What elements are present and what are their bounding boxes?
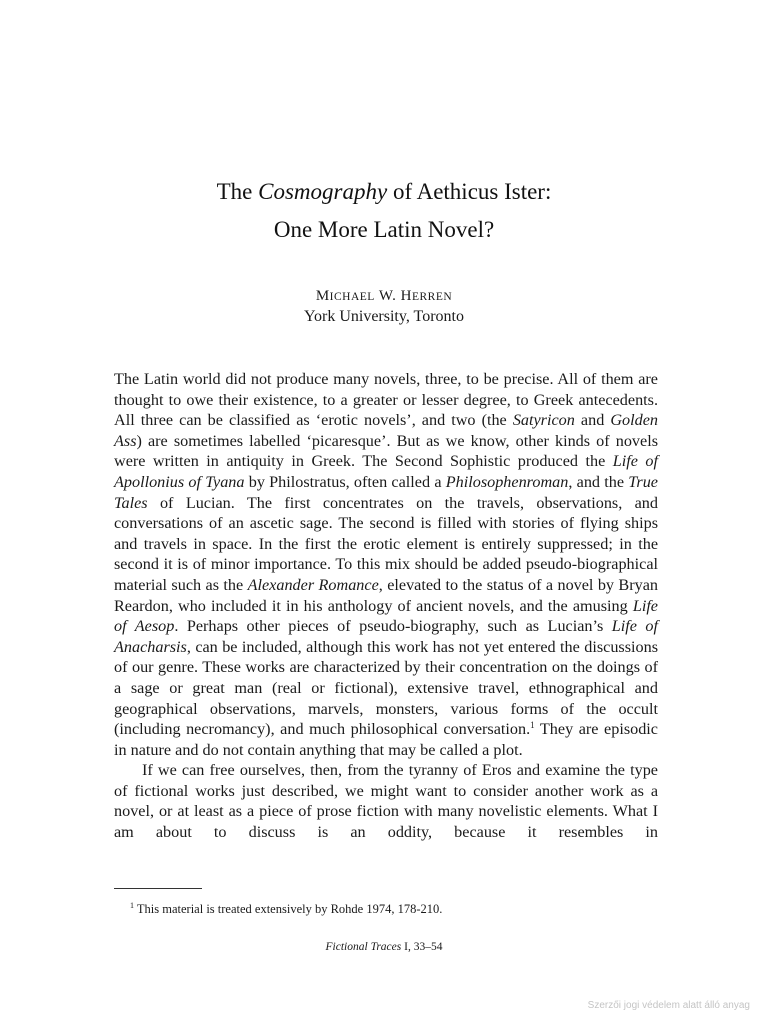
footnote-1 [130,901,650,917]
running-footer [0,940,768,954]
paragraph-1: The Latin world did not produce many novels, three, to be precise. All of them are thought to owe their existence, to a greater or lesser degree, to Greek antecedents. All three can be classified as ‘erotic novels’, and two (the Satyricon and Golden Ass) are sometimes labelled ‘picaresque’. But as we know, other kinds of novels were written in antiquity in Greek. The Second Sophistic produced the Life of Apollonius of Tyana by Philostratus, often called a Philosophenroman, and the True Tales of Lucian. The first concentrates on the travels, observations, and conversations of an ascetic sage. The second is filled with stories of flying ships and travels in space. In the first the erotic element is entirely suppressed; in the second it is of minor importance. To this mix should be added pseudo-biographical material such as the Alexander Romance, elevated to the status of a novel by Bryan Reardon, who included it in his anthology of ancient novels, and the amusing Life of Aesop. Perhaps other pieces of pseudo-biography, such as Lucian’s Life of Anacharsis, can be included, although this work has not yet entered the discussions of our genre. These works are characterized by their concentration on the doings of a sage or great man (real or fictional), extensive travel, ethnographical and geographical observations, marvels, monsters, various forms of the occult (including necromancy), and much philosophical conversation.$^1$ They are episodic in nature and do not contain anything that may be called a plot. [114,370,659,759]
footnote-divider [114,888,202,889]
footnote-text: This material is treated extensively by Rohde 1974, 178-210. [134,902,443,916]
article-title-line-2: One More Latin Novel? [273,217,495,242]
italic-term: Philosophenroman [445,472,569,491]
italic-title: Golden Ass [114,411,659,450]
journal-pages: I, 33–54 [401,941,443,953]
italic-title: True Tales [114,472,658,512]
italic-title: Life of Anacharsis [114,617,659,656]
footnote-number: 1 [130,901,134,910]
author-affiliation: York University, Toronto [304,308,464,325]
italic-title: Life of Apollonius of Tyana [114,452,658,491]
footnote-marker[interactable]: 1 [530,720,535,731]
paragraph-2: If we can free ourselves, then, from the tyranny of Eros and examine the type of fictional works just described, we might want to consider another work as a novel, or at least as a piece of prose fiction with many novelistic elements. What I am about to discuss is an oddity, because it resembles in [114,761,658,842]
copyright-watermark: Szerzői jogi védelem alatt álló anyag [587,1000,750,1011]
article-body [114,369,658,843]
title-italic-cosmography: Cosmography [258,179,388,204]
journal-title: Fictional Traces [325,941,402,953]
italic-title: Satyricon [512,411,575,430]
italic-title: Alexander Romance [247,575,379,594]
title-text: of Aethicus Ister: [387,179,552,204]
italic-title: Life of Aesop [114,596,658,636]
article-title-line-1 [0,178,768,206]
title-text: The [216,179,259,204]
author-name: MICHAEL W. HERREN [315,288,453,304]
